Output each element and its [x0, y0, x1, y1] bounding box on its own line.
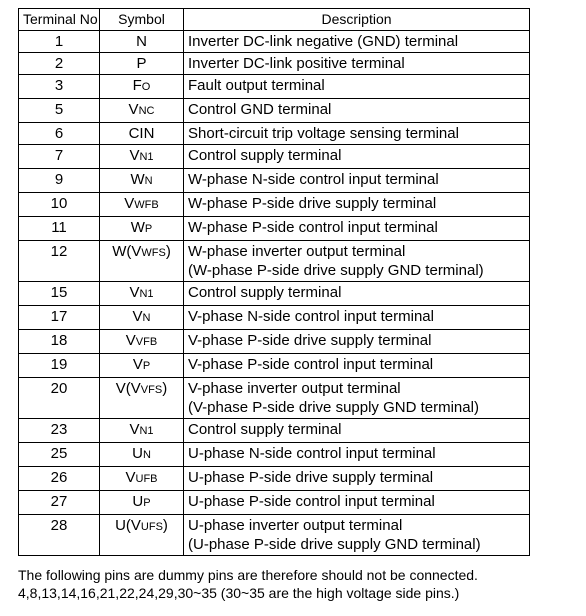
symbol-subscript: VFS: [140, 384, 163, 396]
description-line: W-phase N-side control input terminal: [188, 171, 439, 188]
terminal-description: [184, 282, 530, 306]
table-header-row: [19, 9, 530, 31]
note-line-1: The following pins are dummy pins are therefore should not be connected.: [18, 567, 478, 583]
table-row: [19, 354, 530, 378]
symbol-main: V: [125, 332, 136, 349]
terminal-description: [184, 330, 530, 354]
table-row: [19, 75, 530, 99]
terminal-description: [184, 123, 530, 145]
terminal-symbol: [100, 330, 184, 354]
description-line-2: (U-phase P-side drive supply GND terminal): [188, 536, 481, 553]
terminal-number: 3: [19, 75, 100, 99]
symbol-subscript: UFB: [135, 473, 158, 485]
terminal-symbol: [100, 241, 184, 282]
symbol-main: V: [124, 195, 135, 212]
symbol-main: U: [132, 493, 144, 510]
terminal-description: [184, 491, 530, 515]
terminal-description: [184, 354, 530, 378]
terminal-number: 12: [19, 241, 100, 282]
description-line: V-phase P-side control input terminal: [188, 356, 434, 373]
terminal-description: [184, 306, 530, 330]
terminal-symbol: [100, 282, 184, 306]
header-description: Description: [184, 9, 530, 31]
terminal-symbol: [100, 443, 184, 467]
symbol-close: ): [165, 243, 171, 260]
table-row: [19, 443, 530, 467]
symbol-main: U: [132, 445, 143, 462]
terminal-symbol: [100, 419, 184, 443]
terminal-description: [184, 467, 530, 491]
symbol-main: N: [136, 33, 147, 50]
description-line: Fault output terminal: [188, 77, 325, 94]
terminal-number: 10: [19, 193, 100, 217]
table-row: [19, 241, 530, 282]
terminal-symbol: [100, 169, 184, 193]
terminal-number: 15: [19, 282, 100, 306]
description-line: U-phase N-side control input terminal: [188, 445, 436, 462]
description-line: U-phase P-side control input terminal: [188, 493, 435, 510]
symbol-main: U(V: [115, 517, 141, 534]
table-body: [19, 31, 530, 556]
terminal-symbol: [100, 354, 184, 378]
table-row: [19, 193, 530, 217]
terminal-number: 17: [19, 306, 100, 330]
terminal-number: 7: [19, 145, 100, 169]
table-row: [19, 145, 530, 169]
table-row: [19, 467, 530, 491]
description-line: W-phase inverter output terminal: [188, 243, 406, 260]
symbol-main: CIN: [128, 125, 155, 142]
symbol-main: W: [130, 171, 145, 188]
table-row: [19, 378, 530, 419]
table-row: [19, 491, 530, 515]
table-row: [19, 217, 530, 241]
description-line: U-phase inverter output terminal: [188, 517, 403, 534]
description-line-2: (V-phase P-side drive supply GND terminal): [188, 399, 479, 416]
description-line: Control supply terminal: [188, 147, 342, 164]
description-line: Control GND terminal: [188, 101, 332, 118]
description-line: V-phase N-side control input terminal: [188, 308, 434, 325]
symbol-subscript: WFB: [134, 199, 159, 211]
header-symbol: Symbol: [100, 9, 184, 31]
terminal-number: 26: [19, 467, 100, 491]
symbol-subscript: N: [144, 175, 153, 187]
symbol-subscript: N1: [139, 425, 154, 437]
terminal-table: [18, 8, 530, 556]
symbol-main: W(V: [112, 243, 142, 260]
terminal-number: 9: [19, 169, 100, 193]
terminal-symbol: [100, 467, 184, 491]
symbol-main: V: [132, 356, 143, 373]
description-line: Control supply terminal: [188, 421, 342, 438]
terminal-number: 27: [19, 491, 100, 515]
terminal-number: 5: [19, 99, 100, 123]
symbol-subscript: NC: [138, 105, 155, 117]
table-row: [19, 53, 530, 75]
table-row: [19, 306, 530, 330]
symbol-subscript: UFS: [140, 521, 163, 533]
description-line: V-phase inverter output terminal: [188, 380, 401, 397]
symbol-main: V: [129, 284, 140, 301]
symbol-main: V(V: [115, 380, 141, 397]
symbol-main: W: [130, 219, 145, 236]
terminal-description: [184, 217, 530, 241]
table-row: [19, 330, 530, 354]
terminal-symbol: [100, 53, 184, 75]
table-row: [19, 123, 530, 145]
table-row: [19, 282, 530, 306]
symbol-subscript: N: [142, 449, 151, 461]
table-row: [19, 99, 530, 123]
description-line-2: (W-phase P-side drive supply GND terminal): [188, 262, 484, 279]
terminal-description: [184, 169, 530, 193]
terminal-description: [184, 515, 530, 556]
terminal-description: [184, 443, 530, 467]
terminal-number: 25: [19, 443, 100, 467]
symbol-main: P: [136, 55, 147, 72]
symbol-main: V: [129, 147, 140, 164]
table-row: [19, 31, 530, 53]
symbol-subscript: VFB: [135, 336, 158, 348]
symbol-subscript: WFS: [141, 247, 166, 259]
terminal-symbol: [100, 193, 184, 217]
symbol-main: F: [132, 77, 142, 94]
description-line: Short-circuit trip voltage sensing terminal: [188, 125, 459, 142]
terminal-number: 28: [19, 515, 100, 556]
terminal-description: [184, 53, 530, 75]
description-line: Control supply terminal: [188, 284, 342, 301]
symbol-subscript: P: [144, 223, 153, 235]
header-terminal-no: Terminal No: [19, 9, 100, 31]
symbol-main: V: [129, 421, 140, 438]
description-line: Inverter DC-link positive terminal: [188, 55, 405, 72]
table-row: [19, 419, 530, 443]
note-line-2: 4,8,13,14,16,21,22,24,29,30~35 (30~35 are the high voltage side pins.): [18, 585, 460, 601]
terminal-symbol: [100, 306, 184, 330]
description-line: U-phase P-side drive supply terminal: [188, 469, 434, 486]
symbol-subscript: N1: [139, 151, 154, 163]
terminal-number: 1: [19, 31, 100, 53]
terminal-symbol: [100, 378, 184, 419]
symbol-subscript: P: [142, 360, 151, 372]
terminal-description: [184, 378, 530, 419]
dummy-pins-note: [18, 566, 578, 602]
terminal-number: 6: [19, 123, 100, 145]
symbol-subscript: N1: [139, 288, 154, 300]
table-row: [19, 515, 530, 556]
terminal-number: 20: [19, 378, 100, 419]
terminal-number: 11: [19, 217, 100, 241]
description-line: W-phase P-side control input terminal: [188, 219, 438, 236]
terminal-symbol: [100, 145, 184, 169]
symbol-subscript: P: [143, 497, 151, 509]
terminal-description: [184, 241, 530, 282]
description-line: W-phase P-side drive supply terminal: [188, 195, 437, 212]
terminal-symbol: [100, 123, 184, 145]
terminal-description: [184, 75, 530, 99]
terminal-number: 19: [19, 354, 100, 378]
symbol-close: ): [162, 380, 168, 397]
terminal-description: [184, 99, 530, 123]
description-line: V-phase P-side drive supply terminal: [188, 332, 432, 349]
terminal-number: 2: [19, 53, 100, 75]
terminal-symbol: [100, 99, 184, 123]
terminal-symbol: [100, 75, 184, 99]
terminal-description: [184, 193, 530, 217]
terminal-symbol: [100, 491, 184, 515]
terminal-description: [184, 145, 530, 169]
terminal-number: 23: [19, 419, 100, 443]
terminal-description: [184, 31, 530, 53]
terminal-symbol: [100, 515, 184, 556]
description-line: Inverter DC-link negative (GND) terminal: [188, 33, 459, 50]
terminal-number: 18: [19, 330, 100, 354]
symbol-subscript: O: [141, 81, 151, 93]
symbol-close: ): [162, 517, 168, 534]
symbol-subscript: N: [142, 312, 151, 324]
symbol-main: V: [128, 101, 139, 118]
table-row: [19, 169, 530, 193]
terminal-symbol: [100, 31, 184, 53]
symbol-main: V: [132, 308, 143, 325]
terminal-description: [184, 419, 530, 443]
terminal-symbol: [100, 217, 184, 241]
symbol-main: V: [125, 469, 136, 486]
